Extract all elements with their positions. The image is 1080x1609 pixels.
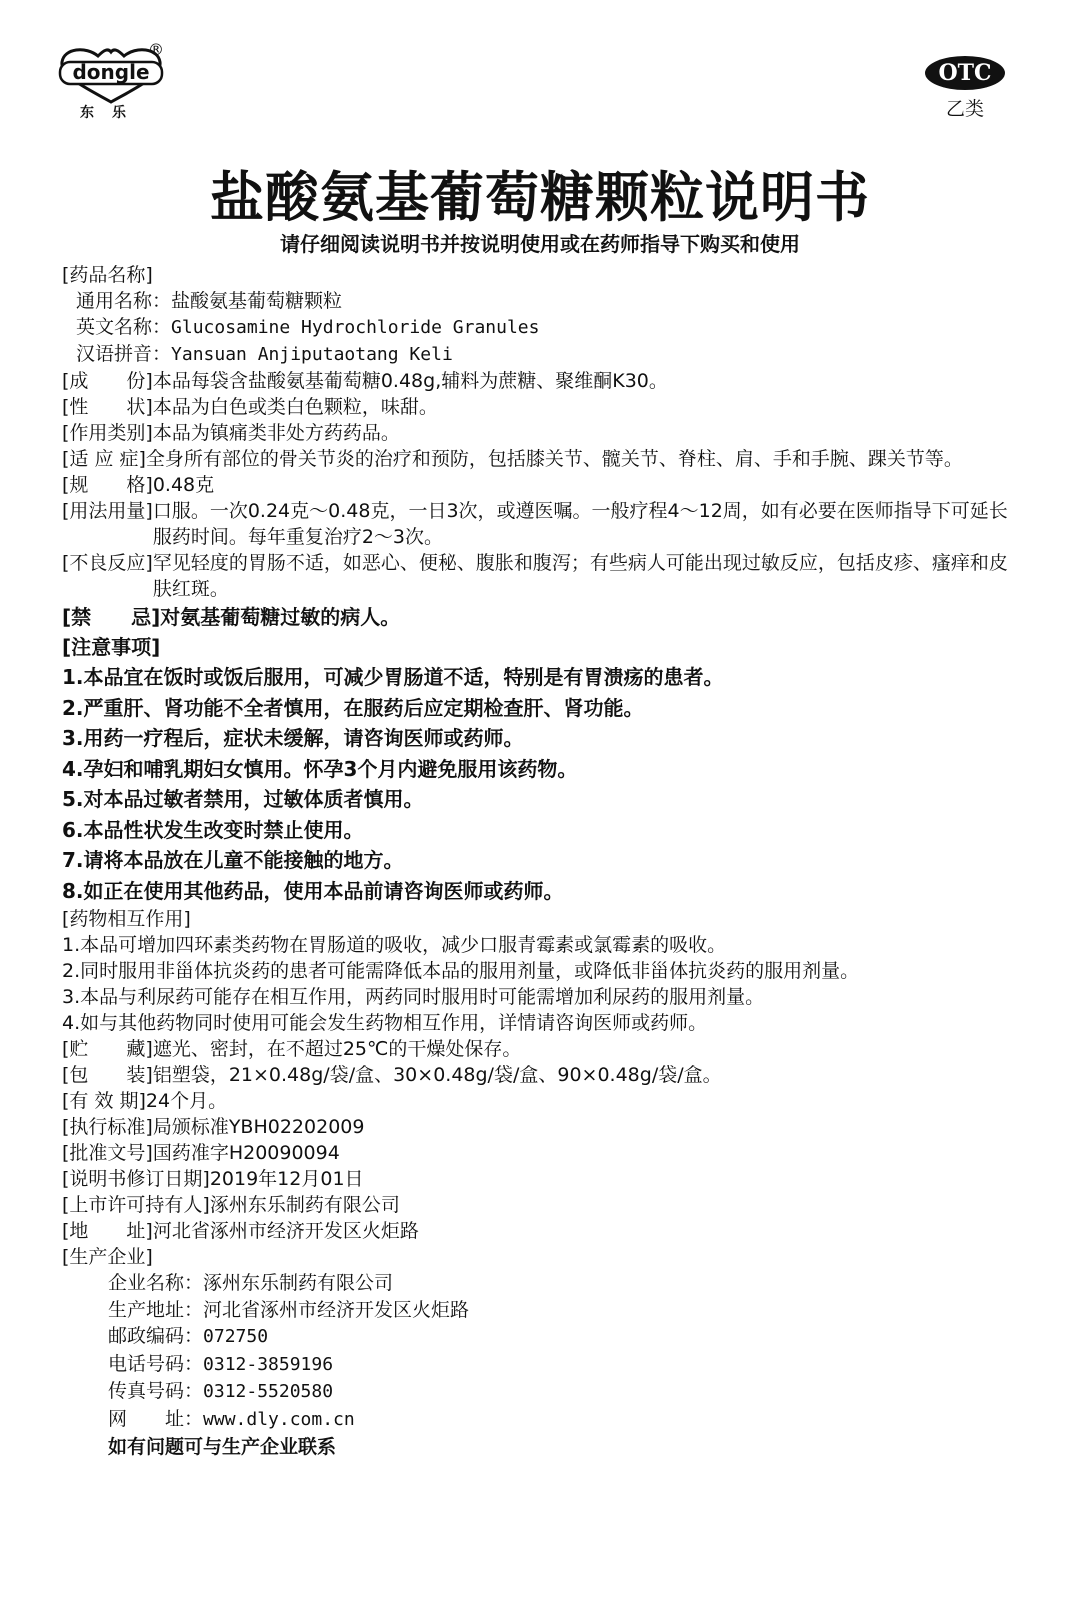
holder-section <box>62 1192 1020 1218</box>
manufacturer-address-label: 生产地址： <box>108 1298 204 1321</box>
website-label: 网 址： <box>108 1407 204 1430</box>
precaution-item: 3.用药一疗程后，症状未缓解，请咨询医师或药师。 <box>62 726 524 750</box>
precaution-item: 4.孕妇和哺乳期妇女慎用。怀孕3个月内避免服用该药物。 <box>62 756 578 781</box>
precaution-item: 8.如正在使用其他药品，使用本品前请咨询医师或药师。 <box>62 878 564 903</box>
approval-text: 国药准字H20090094 <box>152 1142 340 1164</box>
contraindications-text: 对氨基葡萄糖过敏的病人。 <box>160 605 401 629</box>
dosage-label: [用法用量] <box>62 500 153 522</box>
storage-section <box>62 1036 1020 1062</box>
holder-text: 涿州东乐制药有限公司 <box>209 1194 400 1216</box>
storage-label: [贮 藏] <box>62 1038 153 1060</box>
interaction-text: 本品与利尿药可能存在相互作用，两药同时服用时可能需增加利尿药的服用剂量。 <box>80 986 765 1008</box>
interaction-number: 1. <box>62 934 81 956</box>
composition-text: 本品每袋含盐酸氨基葡萄糖0.48g,辅料为蔗糖、聚维酮K30。 <box>152 370 668 392</box>
pinyin-name-line <box>62 341 1020 368</box>
interaction-item <box>62 1010 1020 1036</box>
website-url: www.dly.com.cn <box>203 1408 355 1430</box>
manufacturer-address-line <box>108 1297 1020 1324</box>
standard-section <box>62 1114 1020 1140</box>
pinyin-name: Yansuan Anjiputaotang Keli <box>171 344 453 365</box>
document-subtitle: 请仔细阅读说明书并按说明使用或在药师指导下购买和使用 <box>280 232 800 256</box>
manufacturer-heading: [生产企业] <box>62 1246 153 1268</box>
package-label: [包 装] <box>62 1064 153 1086</box>
manufacturer-address: 河北省涿州市经济开发区火炬路 <box>203 1298 470 1321</box>
address-label: [地 址] <box>62 1220 153 1242</box>
precaution-item: 1.本品宜在饭时或饭后服用，可减少胃肠道不适，特别是有胃溃疡的患者。 <box>62 665 724 689</box>
generic-name: 盐酸氨基葡萄糖颗粒 <box>171 290 343 312</box>
otc-badge: OTC <box>925 56 1005 90</box>
package-text: 铝塑袋，21×0.48g/袋/盒、30×0.48g/袋/盒、90×0.48g/袋/盒。 <box>152 1064 722 1086</box>
pinyin-name-label: 汉语拼音： <box>76 343 172 365</box>
zip-code: 072750 <box>203 1326 269 1347</box>
interaction-number: 4. <box>62 1012 81 1034</box>
standard-label: [执行标准] <box>62 1116 153 1138</box>
category-section <box>62 420 1020 446</box>
precaution-item: 6.本品性状发生改变时禁止使用。 <box>62 817 364 842</box>
indications-label: [适 应 症] <box>62 448 146 470</box>
otc-mark <box>920 56 1010 121</box>
manufacturer-name-line <box>108 1270 1020 1297</box>
approval-label: [批准文号] <box>62 1142 153 1164</box>
precautions-heading: [注意事项] <box>62 635 161 659</box>
validity-label: [有 效 期] <box>62 1090 146 1112</box>
holder-label: [上市许可持有人] <box>62 1194 210 1216</box>
interactions-heading: [药物相互作用] <box>62 908 191 930</box>
validity-section <box>62 1088 1020 1114</box>
precaution-item: 7.请将本品放在儿童不能接触的地方。 <box>62 848 404 872</box>
generic-name-label: 通用名称： <box>76 290 172 312</box>
interaction-item <box>62 932 1020 958</box>
interaction-item <box>62 958 1020 984</box>
english-name-label: 英文名称： <box>76 316 172 338</box>
english-name: Glucosamine Hydrochloride Granules <box>171 317 540 338</box>
revision-label: [说明书修订日期] <box>62 1168 210 1190</box>
storage-text: 遮光、密封，在不超过25℃的干燥处保存。 <box>152 1038 522 1060</box>
interaction-number: 2. <box>62 960 81 982</box>
category-label: [作用类别] <box>62 422 153 444</box>
zip-label: 邮政编码： <box>108 1325 204 1347</box>
manufacturer-details <box>62 1270 1020 1433</box>
category-text: 本品为镇痛类非处方药药品。 <box>152 422 400 444</box>
precaution-item: 5.对本品过敏者禁用，过敏体质者慎用。 <box>62 787 424 811</box>
approval-section <box>62 1140 1020 1166</box>
interaction-text: 如与其他药物同时使用可能会发生药物相互作用，详情请咨询医师或药师。 <box>80 1012 708 1034</box>
description-label: [性 状] <box>62 396 153 418</box>
interaction-item <box>62 984 1020 1010</box>
address-section <box>62 1218 1020 1244</box>
interaction-text: 同时服用非甾体抗炎药的患者可能需降低本品的服用剂量，或降低非甾体抗炎药的服用剂量。 <box>80 960 860 982</box>
dosage-text: 口服。一次0.24克～0.48克，一日3次，或遵医嘱。一般疗程4～12周，如有必要在医师指导下可延长服药时间。每年重复治疗2～3次。 <box>152 500 1008 548</box>
description-text: 本品为白色或类白色颗粒，味甜。 <box>152 396 438 418</box>
indications-text: 全身所有部位的骨关节炎的治疗和预防，包括膝关节、髋关节、脊柱、肩、手和手腕、踝关节等。 <box>145 448 963 470</box>
leaflet-body <box>62 262 1020 1461</box>
phone-line <box>108 1351 1020 1379</box>
generic-name-line <box>62 288 1020 314</box>
contraindications-section <box>62 602 1020 632</box>
logo-wordmark: dongle <box>72 60 150 84</box>
description-section <box>62 394 1020 420</box>
package-section <box>62 1062 1020 1088</box>
document-title: 盐酸氨基葡萄糖颗粒说明书 <box>210 166 870 229</box>
brand-logo <box>56 40 166 124</box>
manufacturer-name-label: 企业名称： <box>108 1272 204 1294</box>
specification-text: 0.48克 <box>152 474 215 496</box>
contraindications-label: [禁 忌] <box>62 605 161 629</box>
phone-label: 电话号码： <box>108 1352 204 1375</box>
otc-category: 乙类 <box>945 98 984 120</box>
fax-label: 传真号码： <box>108 1380 204 1402</box>
adverse-text: 罕见轻度的胃肠不适，如恶心、便秘、腹胀和腹泻；有些病人可能出现过敏反应，包括皮疹、瘙痒和皮肤红斑。 <box>152 552 1008 600</box>
validity-text: 24个月。 <box>145 1090 228 1112</box>
logo-subtext: 东乐 <box>80 105 144 121</box>
phone-number: 0312-3859196 <box>203 1353 334 1375</box>
precaution-item: 2.严重肝、肾功能不全者慎用，在服药后应定期检查肝、肾功能。 <box>62 695 644 720</box>
adverse-label: [不良反应] <box>62 552 153 574</box>
english-name-line <box>62 314 1020 341</box>
interaction-number: 3. <box>62 986 81 1008</box>
zip-line <box>108 1323 1020 1351</box>
composition-section <box>62 368 1020 394</box>
adverse-section <box>62 550 1020 602</box>
indications-section <box>62 446 1020 472</box>
revision-text: 2019年12月01日 <box>209 1168 364 1190</box>
manufacturer-name: 涿州东乐制药有限公司 <box>203 1272 394 1294</box>
interaction-text: 本品可增加四环素类药物在胃肠道的吸收，减少口服青霉素或氯霉素的吸收。 <box>80 934 727 956</box>
standard-text: 局颁标准YBH02202009 <box>152 1116 365 1138</box>
drug-name-heading: [药品名称] <box>62 264 153 286</box>
registered-mark: ® <box>148 40 164 59</box>
fax-number: 0312-5520580 <box>203 1381 334 1402</box>
address-text: 河北省涿州市经济开发区火炬路 <box>152 1220 419 1242</box>
revision-section <box>62 1166 1020 1192</box>
dosage-section <box>62 498 1020 550</box>
fax-line <box>108 1378 1020 1406</box>
contact-note: 如有问题可与生产企业联系 <box>108 1436 337 1458</box>
composition-label: [成 份] <box>62 370 153 392</box>
specification-label: [规 格] <box>62 474 153 496</box>
specification-section <box>62 472 1020 498</box>
website-line <box>108 1406 1020 1434</box>
